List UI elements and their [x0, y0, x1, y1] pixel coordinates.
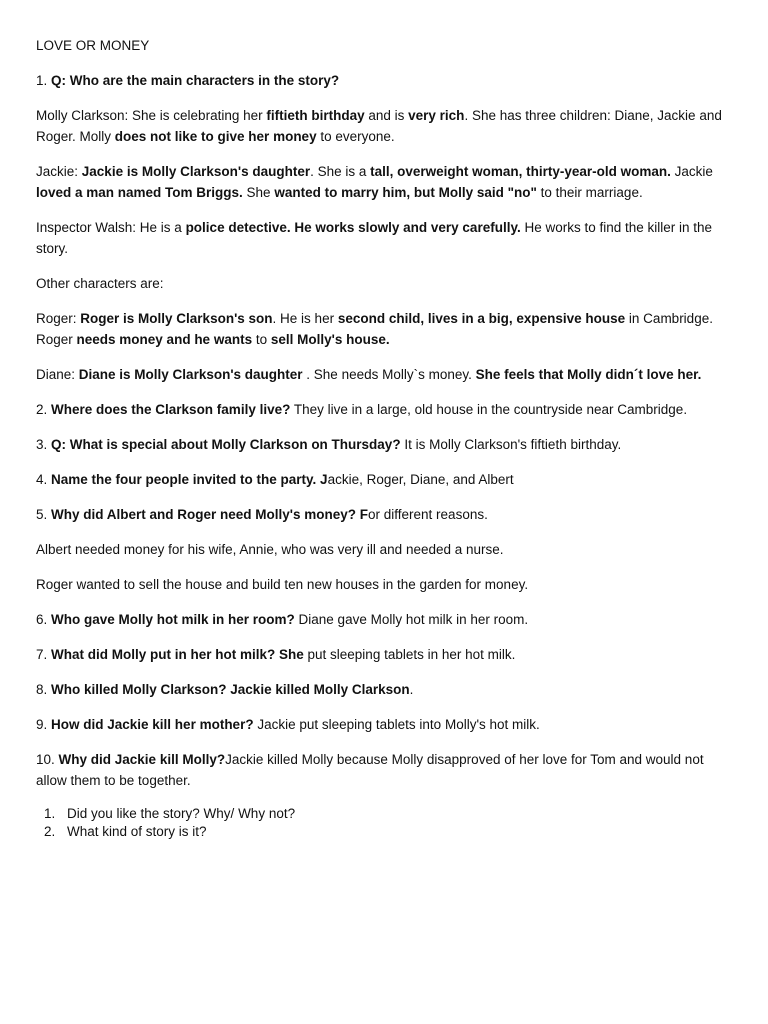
- text: . She has three children: Diane, Jackie and Roger. Molly: [36, 108, 722, 144]
- list-item-text: What kind of story is it?: [67, 824, 207, 839]
- text: Other characters are:: [36, 276, 164, 291]
- bold-text: police detective. He works slowly and very carefully.: [185, 220, 521, 235]
- text: He works to find the killer in the story.: [36, 220, 713, 256]
- paragraph: [36, 217, 736, 259]
- text: 4.: [36, 472, 52, 487]
- list-item: [36, 805, 736, 823]
- text: . He is her: [272, 311, 338, 326]
- paragraph: [36, 364, 736, 385]
- bold-text: does not like to give her money: [114, 129, 317, 144]
- paragraph: [36, 273, 736, 294]
- paragraph: [36, 749, 736, 791]
- bold-text: Why did Albert and Roger need Molly's money? F: [51, 507, 369, 522]
- bold-text: Who gave Molly hot milk in her room?: [51, 612, 295, 627]
- text: Jackie:: [36, 164, 82, 179]
- text: 6.: [36, 612, 52, 627]
- list-item: [36, 823, 736, 841]
- paragraph: [36, 679, 736, 700]
- bold-text: very rich: [408, 108, 465, 123]
- text: or different reasons.: [368, 507, 488, 522]
- bold-text: Jackie is Molly Clarkson's daughter: [81, 164, 311, 179]
- text: to their marriage.: [536, 185, 643, 200]
- bold-text: needs money and he wants: [76, 332, 253, 347]
- document-page: [36, 35, 736, 841]
- paragraph: [36, 539, 736, 560]
- text: Jackie put sleeping tablets into Molly's hot milk.: [253, 717, 540, 732]
- paragraph: [36, 434, 736, 455]
- text: Inspector Walsh: He is a: [36, 220, 186, 235]
- bold-text: Who killed Molly Clarkson? Jackie killed Molly Clarkson: [51, 682, 410, 697]
- bold-text: Diane is Molly Clarkson's daughter: [78, 367, 303, 382]
- list-item-text: Did you like the story? Why/ Why not?: [67, 806, 296, 821]
- bold-text: Where does the Clarkson family live?: [51, 402, 291, 417]
- text: to everyone.: [316, 129, 395, 144]
- text: Jackie: [670, 164, 713, 179]
- bold-text: second child, lives in a big, expensive house: [337, 311, 626, 326]
- bold-text: sell Molly's house.: [270, 332, 390, 347]
- text: . She is a: [310, 164, 371, 179]
- paragraph: [36, 70, 736, 91]
- text: Molly Clarkson: She is celebrating her: [36, 108, 267, 123]
- paragraph: [36, 308, 736, 350]
- list-item-number: 1.: [44, 806, 56, 821]
- paragraph: [36, 504, 736, 525]
- paragraph: [36, 574, 736, 595]
- text: 3.: [36, 437, 52, 452]
- text: put sleeping tablets in her hot milk.: [303, 647, 516, 662]
- bold-text: tall, overweight woman, thirty-year-old woman.: [370, 164, 671, 179]
- bold-text: What did Molly put in her hot milk? She: [51, 647, 304, 662]
- bold-text: wanted to marry him, but Molly said "no": [274, 185, 537, 200]
- bold-text: How did Jackie kill her mother?: [51, 717, 254, 732]
- text: Albert needed money for his wife, Annie, who was very ill and needed a nurse.: [36, 542, 504, 557]
- bold-text: Q: Who are the main characters in the story?: [51, 73, 340, 88]
- bold-text: Q: What is special about Molly Clarkson on Thursday?: [51, 437, 401, 452]
- text: 7.: [36, 647, 52, 662]
- text: in Cambridge. Roger: [36, 311, 713, 347]
- text: 2.: [36, 402, 52, 417]
- bold-text: loved a man named Tom Briggs.: [36, 185, 243, 200]
- text: Roger wanted to sell the house and build ten new houses in the garden for money.: [36, 577, 529, 592]
- text: They live in a large, old house in the countryside near Cambridge.: [290, 402, 688, 417]
- bold-text: Why did Jackie kill Molly?: [58, 752, 226, 767]
- text: .: [409, 682, 414, 697]
- bold-text: She feels that Molly didn´t love her.: [475, 367, 702, 382]
- text: 8.: [36, 682, 52, 697]
- document-body: [36, 70, 736, 791]
- bold-text: Name the four people invited to the party. J: [51, 472, 328, 487]
- text: 1.: [36, 73, 52, 88]
- paragraph: [36, 644, 736, 665]
- text: and is: [364, 108, 409, 123]
- text: Diane:: [36, 367, 79, 382]
- discussion-questions-list: [36, 805, 736, 841]
- paragraph: [36, 161, 736, 203]
- text: Diane gave Molly hot milk in her room.: [294, 612, 529, 627]
- text: Roger:: [36, 311, 81, 326]
- paragraph: [36, 469, 736, 490]
- text: to: [252, 332, 271, 347]
- paragraph: [36, 399, 736, 420]
- text: . She needs Molly`s money.: [302, 367, 476, 382]
- paragraph: [36, 714, 736, 735]
- bold-text: fiftieth birthday: [266, 108, 365, 123]
- text: 5.: [36, 507, 52, 522]
- text: Jackie killed Molly because Molly disapproved of her love for Tom and would not allow them to be together.: [36, 752, 704, 788]
- paragraph: [36, 609, 736, 630]
- text: 10.: [36, 752, 59, 767]
- bold-text: Roger is Molly Clarkson's son: [80, 311, 273, 326]
- paragraph: [36, 105, 736, 147]
- text: It is Molly Clarkson's fiftieth birthday.: [400, 437, 622, 452]
- document-title: LOVE OR MONEY: [36, 38, 150, 53]
- text: 9.: [36, 717, 52, 732]
- text: ackie, Roger, Diane, and Albert: [327, 472, 514, 487]
- list-item-number: 2.: [44, 824, 56, 839]
- text: She: [242, 185, 275, 200]
